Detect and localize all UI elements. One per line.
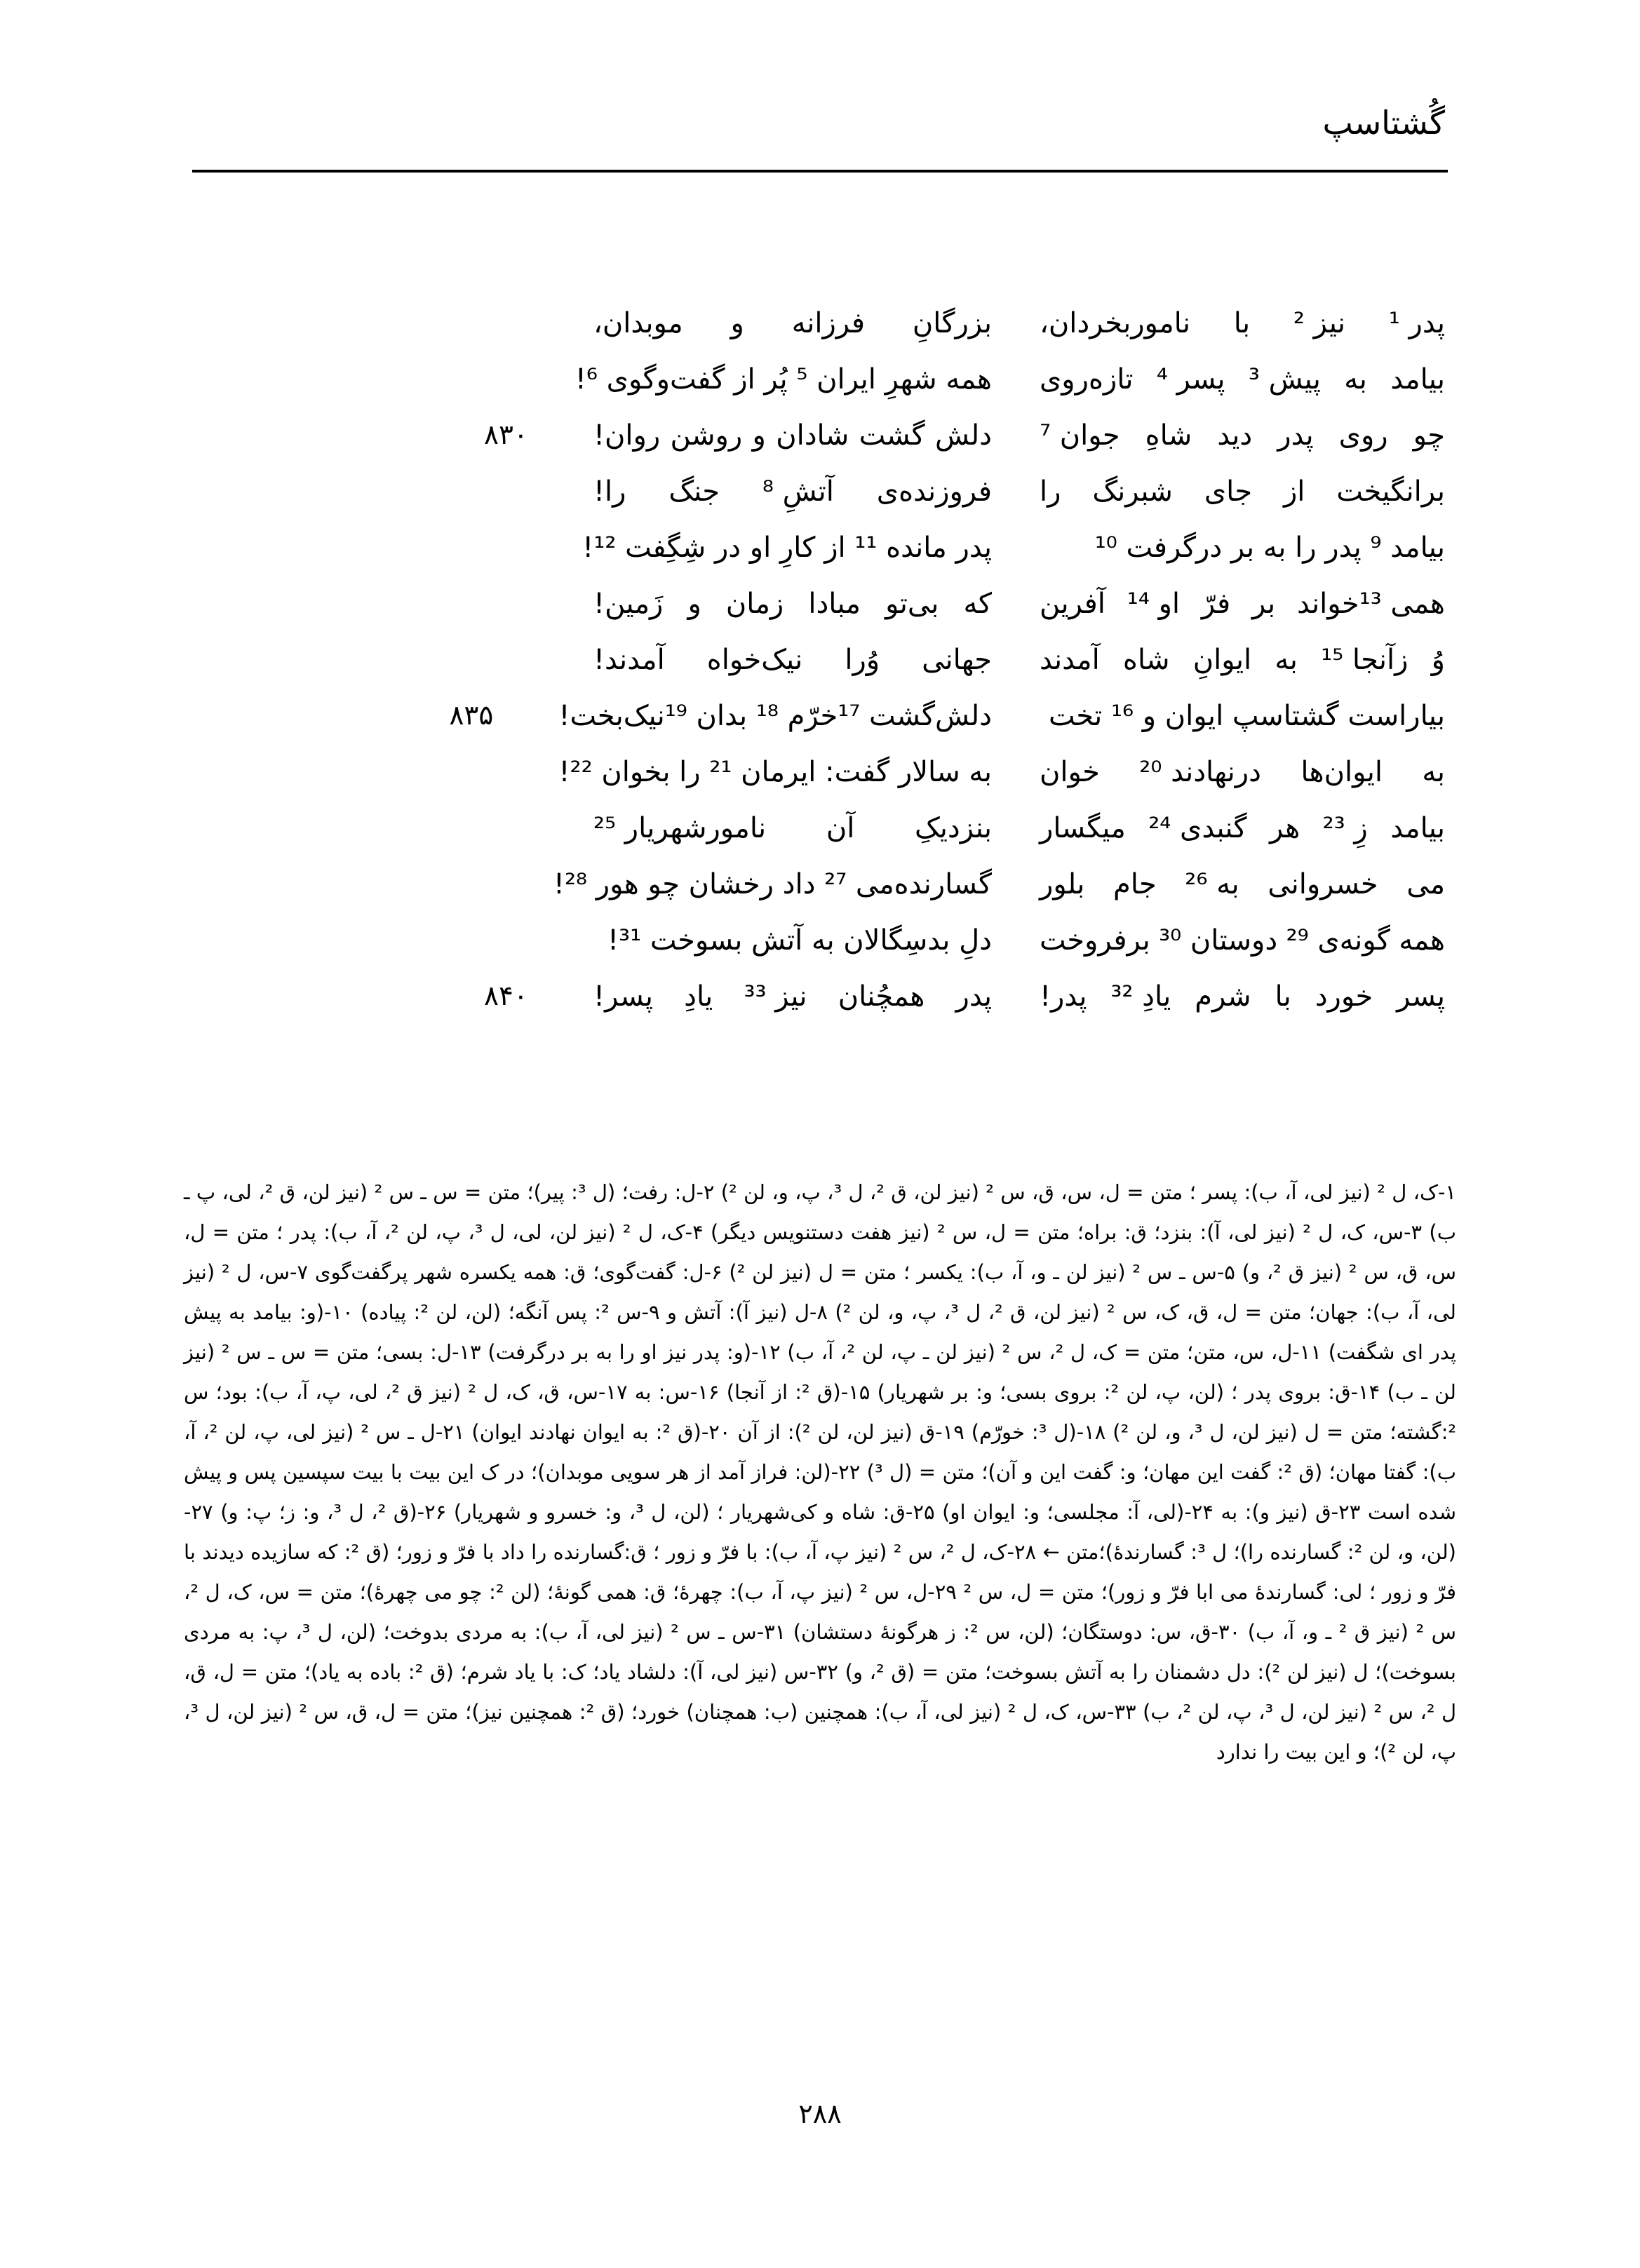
verse-word: با	[1233, 307, 1251, 339]
verse-line	[195, 353, 1445, 410]
hemistich-first	[1016, 746, 1445, 798]
verse-block	[195, 297, 1445, 1027]
verse-line	[195, 746, 1445, 802]
verse-line	[195, 634, 1445, 690]
running-head-title: گُشتاسپ	[1322, 104, 1445, 142]
hemistich-second	[586, 578, 1016, 630]
verse-line-number: ۸۳۵	[449, 700, 494, 731]
hemistich-first	[1016, 297, 1445, 349]
verse-word: روی	[1338, 419, 1388, 452]
hemistich-second	[586, 634, 1016, 686]
verse-word: شرم	[1195, 980, 1251, 1013]
verse-word: از	[1283, 475, 1305, 508]
hemistich-text: بیاراست گشتاسپ ایوان و ¹⁶ تخت	[1049, 700, 1445, 732]
verse-word: که	[963, 588, 992, 620]
verse-word: برانگیخت	[1336, 475, 1445, 508]
hemistich-text: همه شهرِ ایران ⁵ پُر از گفت‌وگوی ⁶!	[574, 363, 992, 396]
verse-line	[195, 466, 1445, 522]
verse-word: همی ¹³خواند	[1297, 588, 1445, 620]
hemistich-second	[586, 802, 1016, 854]
verse-word: بیامد	[1390, 363, 1445, 396]
verse-word: برفروخت	[1040, 924, 1150, 957]
verse-word: خسروانی	[1268, 868, 1378, 900]
verse-word: را	[1040, 475, 1061, 508]
verse-word: روان!	[593, 419, 661, 452]
hemistich-text: دلش‌گشت ¹⁷خرّم ¹⁸ بدان ¹⁹نیک‌بخت!	[558, 700, 992, 732]
verse-word: بر	[1251, 588, 1276, 620]
verse-word: فروزنده‌ی	[876, 475, 992, 508]
hemistich-first	[1016, 971, 1445, 1022]
verse-word: نیز ³³	[744, 980, 807, 1013]
verse-word: زآنجا ¹⁵	[1321, 644, 1409, 676]
verse-word: روشن	[670, 419, 743, 452]
verse-word: وُرا	[845, 644, 880, 676]
verse-word: پدر!	[1040, 980, 1087, 1013]
verse-word: به	[1344, 363, 1367, 396]
verse-word: زَمین!	[593, 588, 664, 620]
verse-word: همچُنان	[838, 980, 925, 1013]
verse-word: درنهادند ²⁰	[1139, 756, 1261, 788]
verse-word: نیک‌خواه	[706, 644, 803, 676]
verse-word: دلش	[935, 419, 992, 452]
verse-word: شاهِ	[1145, 419, 1192, 452]
verse-word: آتشِ ⁸	[762, 475, 834, 508]
verse-word: جهانی	[922, 644, 992, 676]
verse-word: پدر	[955, 980, 992, 1013]
hemistich-second	[552, 746, 1016, 798]
hemistich-second	[546, 858, 1016, 910]
hemistich-second	[586, 914, 1016, 966]
verse-word: جوان ⁷	[1040, 419, 1120, 452]
verse-word: وُ	[1431, 644, 1445, 676]
verse-word: زِ ²³	[1322, 812, 1368, 844]
hemistich-second	[586, 410, 1016, 461]
verse-word: به	[1422, 756, 1445, 788]
verse-word: دوستان ³⁰	[1159, 924, 1278, 957]
verse-line	[195, 297, 1445, 353]
hemistich-second	[568, 353, 1016, 405]
verse-word: بنزدیکِ	[914, 812, 992, 844]
hemistich-second	[586, 466, 1016, 518]
verse-line	[195, 802, 1445, 858]
verse-word: به ²⁶	[1185, 868, 1239, 900]
hemistich-first	[1016, 634, 1445, 686]
verse-line	[195, 914, 1445, 971]
verse-word: مبادا	[808, 588, 861, 620]
verse-word: همه	[1399, 924, 1445, 957]
hemistich-second	[586, 297, 1016, 349]
hemistich-second	[586, 971, 1016, 1022]
verse-word: گونه‌ی ²⁹	[1286, 924, 1390, 957]
hemistich-first	[1016, 914, 1445, 966]
verse-word: ایوانِ	[1192, 644, 1252, 676]
hemistich-first	[1016, 522, 1445, 574]
verse-line	[195, 690, 1445, 746]
hemistich-first	[1016, 802, 1445, 854]
verse-word: گشت	[859, 419, 925, 452]
verse-word: یادِ ³²	[1110, 980, 1171, 1013]
folio-number: ۲۸۸	[798, 2098, 842, 2129]
hemistich-text: به سالار گفت: ایرمان ²¹ را بخوان ²²!	[558, 756, 992, 788]
verse-word: شادان	[776, 419, 849, 452]
verse-word: پیش ³	[1248, 363, 1321, 396]
running-head	[195, 105, 1445, 189]
hemistich-text: پدر مانده ¹¹ از کارِ او در شِگِفت ¹²!	[582, 532, 992, 564]
verse-word: او ¹⁴	[1127, 588, 1181, 620]
verse-line	[195, 578, 1445, 634]
verse-word: پسر ⁴	[1156, 363, 1225, 396]
verse-word: خورد	[1315, 980, 1373, 1013]
verse-word: فرّ	[1201, 588, 1231, 620]
verse-word: گنبدی ²⁴	[1148, 812, 1247, 844]
verse-word: پسر	[1397, 980, 1445, 1013]
verse-word: را!	[593, 475, 626, 508]
verse-word: فرزانه	[791, 307, 865, 339]
verse-word: آمدند	[1040, 644, 1100, 676]
verse-word: شبرنگ	[1092, 475, 1173, 508]
verse-word: بزرگانِ	[912, 307, 992, 339]
verse-word: بی‌تو	[885, 588, 939, 620]
verse-word: نامور‌بخردان،	[1040, 307, 1190, 339]
verse-word: بیامد	[1390, 812, 1445, 844]
verse-word: و	[730, 307, 744, 339]
hemistich-first	[1016, 578, 1445, 630]
hemistich-second	[551, 690, 1016, 742]
header-divider-rule	[192, 170, 1448, 173]
verse-line-number: ۸۴۰	[484, 980, 528, 1012]
verse-word: هر	[1270, 812, 1300, 844]
verse-word: به	[1275, 644, 1298, 676]
verse-line	[195, 410, 1445, 466]
hemistich-first	[1016, 690, 1445, 742]
verse-word: زمان	[725, 588, 784, 620]
hemistich-first	[1016, 410, 1445, 461]
verse-word: میگسار	[1040, 812, 1126, 844]
verse-line	[195, 858, 1445, 914]
verse-word: چو	[1413, 419, 1445, 452]
verse-word: پدر ¹	[1388, 307, 1445, 339]
hemistich-text: گسارنده‌می ²⁷ داد رخشان چو هور ²⁸!	[553, 868, 992, 900]
verse-word: با	[1275, 980, 1291, 1013]
verse-word: و	[687, 588, 701, 620]
verse-word: آفرین	[1040, 588, 1105, 620]
verse-line	[195, 971, 1445, 1027]
verse-word: جام	[1113, 868, 1157, 900]
verse-word: شاه	[1122, 644, 1170, 676]
verse-line-number: ۸۳۰	[484, 419, 528, 451]
verse-word: و	[752, 419, 766, 452]
verse-word: جای	[1204, 475, 1253, 508]
hemistich-first	[1016, 858, 1445, 910]
verse-line	[195, 522, 1445, 578]
verse-word: تازه‌روی	[1040, 363, 1134, 396]
apparatus-text: ۱-ک، ل ² (نیز لی، آ، ب): پسر ؛ متن = ل، س، ق، س ² (نیز لن، ق ²، ل ³، پ، و، لن ²) ۲-ل: رفت؛ (ل ³: پیر)؛ متن = س ـ س ² (نیز لن، ق ²، لی، پ ـ ب) ۳-س، ک، ل ² (نیز لی، آ): بنزد؛ ق: براه؛ متن = ل، س ² (نیز هفت دستنویس دیگر) ۴-ک، ل ² (نیز لن، لی، ل ³، پ، لن ²، آ، ب): پدر ؛ متن = ل، س، ق، س ² (نیز ق ²، و) ۵-س ـ س ² (نیز لن ـ و، آ، ب): یکسر ؛ متن = ل (نیز لن ²) ۶-ل: گفت‌گوی؛ ق: همه یکسره شهر پرگفت‌گوی ۷-س، ل ² (نیز لی، آ، ب): جهان؛ متن = ل، ق، ک، س ² (نیز لن، ق ²، ل ³، پ، و، لن ²) ۸-ل (نیز آ): آتش و ۹-س ²: پس آنگه؛ (لن، لن ²: پیاده) ۱۰-(و: بیامد به پیش پدر ای شگفت) ۱۱-ل، س، متن؛ متن = ک، ل ²، س ² (نیز لن ـ پ، لن ²، آ، ب) ۱۲-(و: پدر نیز او را به بر درگرفت) ۱۳-ل: بسی؛ متن = س ـ س ² (نیز لن ـ ب) ۱۴-ق: بروی پدر ؛ (لن، پ، لن ²: بروی بسی؛ و: بر شهریار) ۱۵-(ق ²: از آنجا) ۱۶-س: به ۱۷-س، ق، ک، ل ² (نیز ق ²، لی، پ، آ، ب): بود؛ س ²:گشته؛ متن = ل (نیز لن، ل ³، و، لن ²) ۱۸-(ل ³: خورّم) ۱۹-ق (نیز لن، لن ²): از آن ۲۰-(ق ²: به ایوان نهادند ایوان) ۲۱-ل ـ س ² (نیز لی، پ، لن ²، آ، ب): گفتا مهان؛ (ق ²: گفت این مهان؛ و: گفت این و آن)؛ متن = (ل ³) ۲۲-(لن: فراز آمد از هر سویی موبدان)؛ در ک این بیت با بیت سپسین پس و پیش شده است ۲۳-ق (نیز و): به ۲۴-(لی، آ: مجلسی؛ و: ایوان او) ۲۵-ق: شاه و کی‌شهریار ؛ (لن، ل ³، و: خسرو و شهریار) ۲۶-(ق ²، ل ³، و: ز؛ پ: و) ۲۷-(لن، و، لن ²: گسارنده را)؛ ل ³: گسارندهٔ)؛متن ← ۲۸-ک، ل ²، س ² (نیز پ، آ، ب): با فرّ و زور ؛ ق:گسارنده را داد با فرّ و زور؛ (ق ²: که سازیده دیدند با فرّ و زور ؛ لی: گسارندهٔ می ابا فرّ و زور)؛ متن = ل، س ² ۲۹-ل، س ² (نیز پ، آ، ب): چهرهٔ؛ ق: همی گونهٔ؛ (لن ²: چو می چهرهٔ)؛ متن = س، ک، ل ²، س ² (نیز ق ² ـ و، آ، ب) ۳۰-ق، س: دوستگان؛ (لن، س ²: ز هرگونهٔ دستشان) ۳۱-س ـ س ² (نیز لی، آ، ب): به مردی بدوخت؛ (لن، ل ³، پ: به مردی بسوخت)؛ ل (نیز لن ²): دل دشمنان را به آتش بسوخت؛ متن = (ق ²، و) ۳۲-س (نیز لی، آ): دلشاد یاد؛ ک: با یاد شرم؛ (ق ²: باده به یاد)؛ متن = ل، ق، ل ²، س ² (نیز لن، ل ³، پ، لن ²، ب) ۳۳-س، ک، ل ² (نیز لی، آ، ب): همچنین (ب: همچنان) خورد؛ (ق ²: همچنین نیز)؛ متن = ل، ق، س ² (نیز لن، ل ³، پ، لن ²)؛ و این بیت را ندارد	[184, 1180, 1457, 1764]
hemistich-first	[1016, 353, 1445, 405]
hemistich-second	[575, 522, 1016, 574]
verse-word: خوان	[1040, 756, 1100, 788]
hemistich-text: دلِ بدسِگالان به آتش بسوخت ³¹!	[607, 924, 992, 957]
critical-apparatus	[184, 1173, 1456, 1772]
verse-word: موبدان،	[593, 307, 683, 339]
verse-word: نامور‌شهریار ²⁵	[593, 812, 767, 844]
verse-word: آن	[826, 812, 855, 844]
verse-word: می	[1406, 868, 1445, 900]
hemistich-first	[1016, 466, 1445, 518]
verse-word: پدر	[1277, 419, 1314, 452]
hemistich-text: بیامد ⁹ پدر را به بر درگرفت ¹⁰	[1094, 532, 1445, 564]
verse-word: یادِ	[684, 980, 713, 1013]
verse-word: نیز ²	[1293, 307, 1345, 339]
verse-word: بلور	[1040, 868, 1085, 900]
verse-word: پسر!	[593, 980, 653, 1013]
verse-word: دید	[1217, 419, 1253, 452]
verse-word: ایوان‌ها	[1300, 756, 1383, 788]
verse-word: آمدند!	[593, 644, 665, 676]
verse-word: جنگ	[668, 475, 720, 508]
